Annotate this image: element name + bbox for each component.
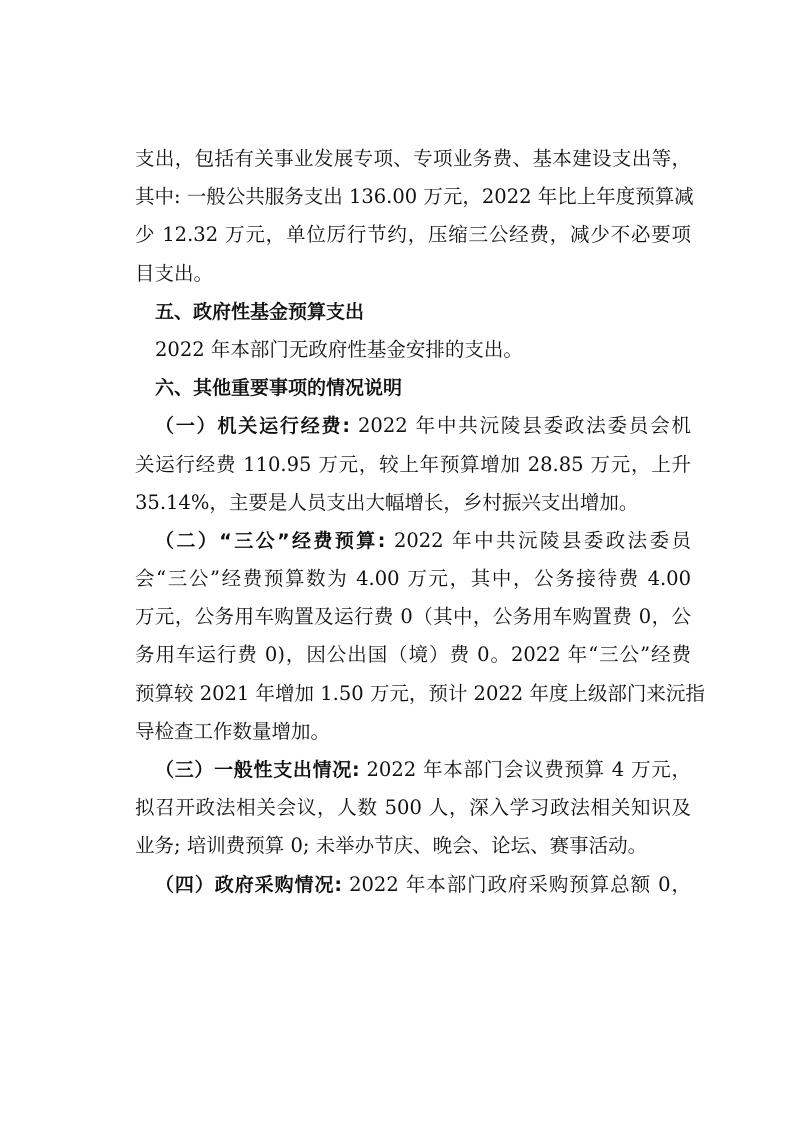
paragraph-line: 务用车运行费 0)，因公出国（境）费 0。2022 年“三公”经费: [135, 643, 691, 667]
paragraph-lead-line: [135, 522, 691, 560]
paragraph-line: 导检查工作数量增加。: [135, 719, 331, 743]
paragraph-line: 其中: 一般公共服务支出 136.00 万元，2022 年比上年度预算减: [135, 185, 694, 209]
paragraph-line: 预算较 2021 年增加 1.50 万元，预计 2022 年度上级部门来沅指: [135, 681, 705, 705]
paragraph-lead-line: [135, 751, 691, 789]
paragraph-lead-text: 2022 年中共沅陵县委政法委员: [385, 528, 691, 552]
paragraph-line: 业务; 培训费预算 0; 未举办节庆、晚会、论坛、赛事活动。: [135, 834, 648, 858]
paragraph-line: 支出，包括有关事业发展专项、专项业务费、基本建设支出等，: [135, 147, 691, 170]
paragraph-lead-line: [135, 407, 691, 445]
section-heading: 六、其他重要事项的情况说明: [155, 377, 403, 400]
paragraph-line: 关运行经费 110.95 万元，较上年预算增加 28.85 万元，上升: [135, 452, 691, 476]
paragraph-line: 35.14%，主要是人员支出大幅增长，乡村振兴支出增加。: [135, 490, 639, 514]
document-body: [135, 140, 705, 904]
paragraph-line: 少 12.32 万元，单位厉行节约，压缩三公经费，减少不必要项: [135, 223, 691, 247]
paragraph-lead-label: （一）机关运行经费:: [155, 415, 350, 438]
paragraph-lead-text: 2022 年本部门政府采购预算总额 0，: [341, 872, 691, 896]
section-heading: 五、政府性基金预算支出: [155, 300, 365, 323]
paragraph-line: 万元，公务用车购置及运行费 0（其中，公务用车购置费 0，公: [135, 605, 691, 629]
paragraph-line: 2022 年本部门无政府性基金安排的支出。: [155, 337, 523, 361]
paragraph-lead-label: （二）“三公”经费预算:: [155, 529, 386, 552]
paragraph-lead-line: [135, 866, 691, 904]
paragraph-lead-label: （三）一般性支出情况:: [155, 759, 360, 781]
paragraph-line: 拟召开政法相关会议，人数 500 人，深入学习政法相关知识及: [135, 796, 691, 820]
paragraph-line: 目支出。: [135, 261, 214, 285]
paragraph-line: 会“三公”经费预算数为 4.00 万元，其中，公务接待费 4.00: [135, 567, 691, 591]
paragraph-lead-label: （四）政府采购情况:: [155, 873, 342, 896]
paragraph-lead-text: 2022 年中共沅陵县委政法委员会机: [349, 414, 691, 438]
paragraph-lead-text: 2022 年本部门会议费预算 4 万元，: [359, 758, 691, 781]
